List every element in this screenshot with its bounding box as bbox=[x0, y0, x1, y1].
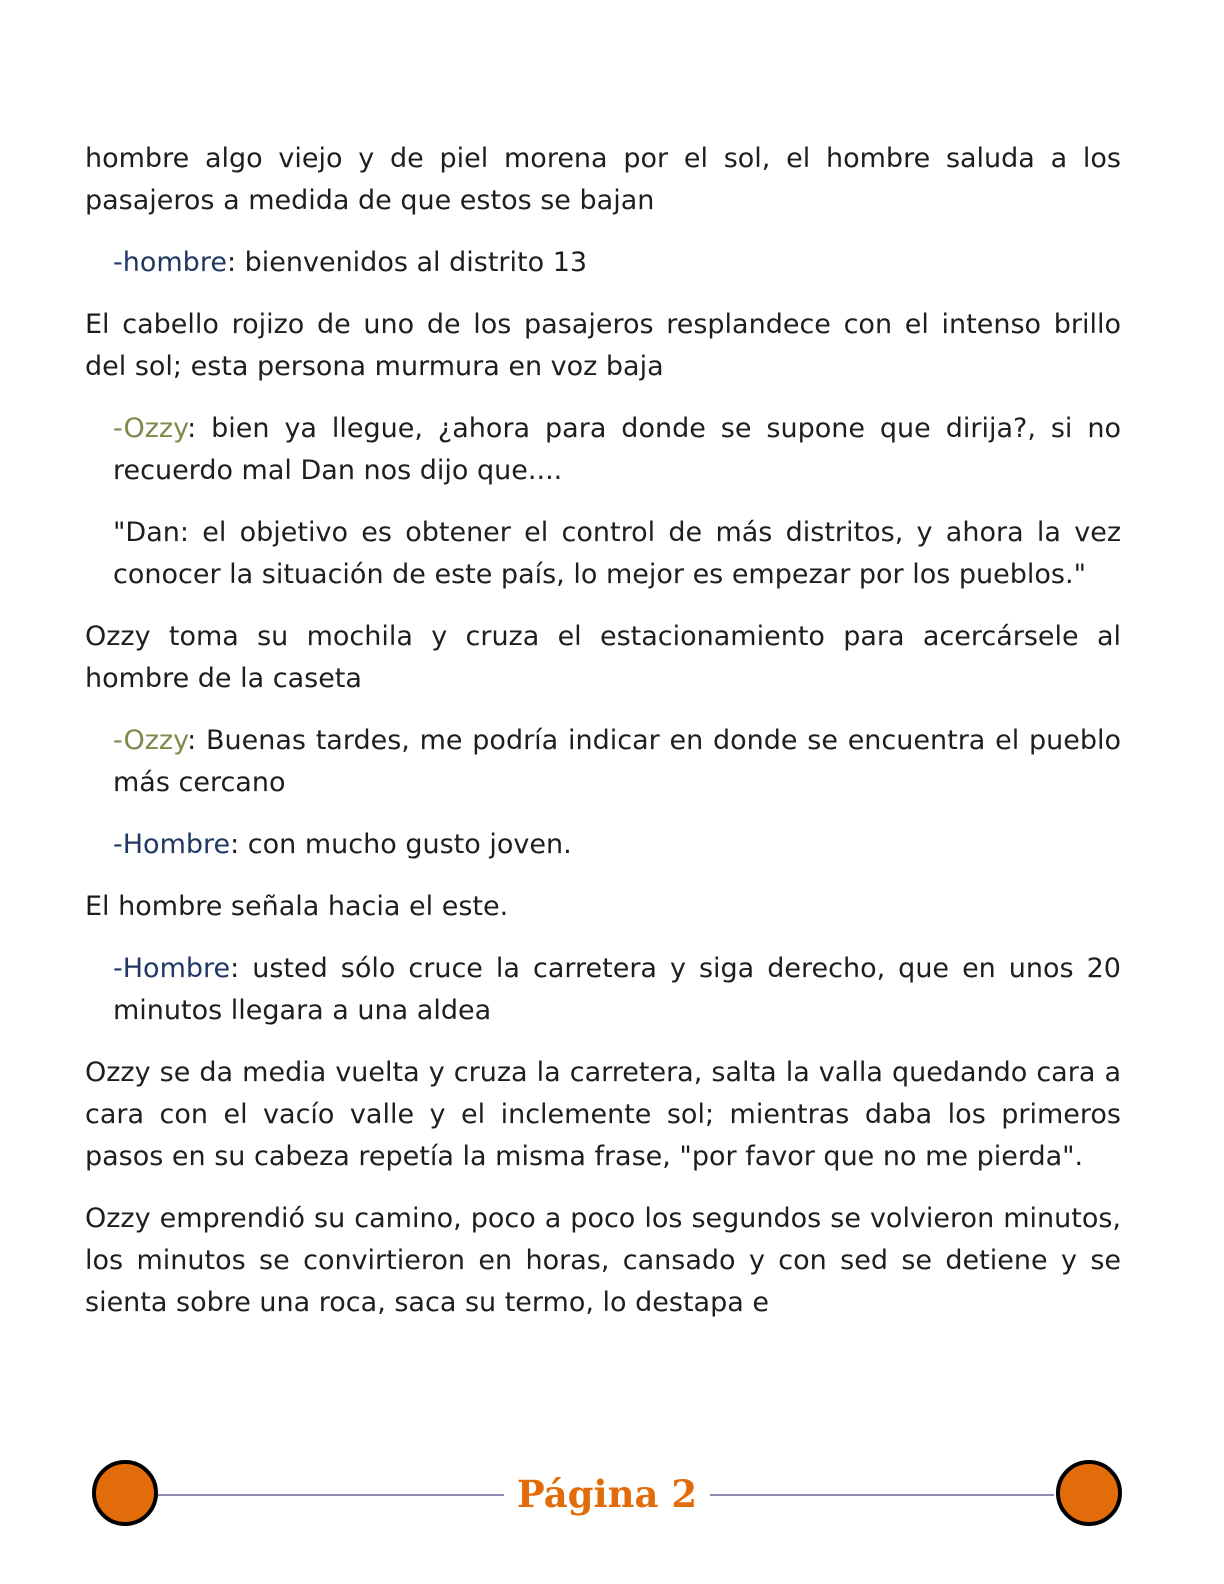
dialogue-text: : Buenas tardes, me podría indicar en donde se encuentra el pueblo más cercano bbox=[113, 725, 1121, 798]
speaker-name: -hombre bbox=[113, 247, 227, 278]
footer-circle-left bbox=[92, 1460, 158, 1526]
speaker-name: -Ozzy bbox=[113, 413, 188, 444]
dialogue-text: : bienvenidos al distrito 13 bbox=[226, 247, 588, 278]
footer-rule-right bbox=[710, 1494, 1054, 1496]
narration-paragraph: Ozzy se da media vuelta y cruza la carretera, salta la valla quedando cara a cara con el vacío valle y el inclemente sol; mientras daba los primeros pasos en su cabeza repetía la misma frase, "por favor que no me pierda". bbox=[85, 1057, 1121, 1172]
dialogue-text: : usted sólo cruce la carretera y siga derecho, que en unos 20 minutos llegara a una aldea bbox=[113, 953, 1121, 1026]
narration-paragraph: Ozzy toma su mochila y cruza el estacionamiento para acercársele al hombre de la caseta bbox=[85, 621, 1121, 694]
footer-rule-left bbox=[158, 1494, 504, 1496]
dialogue-line bbox=[85, 242, 1121, 284]
dialogue-text: : bien ya llegue, ¿ahora para donde se supone que dirija?, si no recuerdo mal Dan nos dijo que.... bbox=[113, 413, 1121, 486]
narration-paragraph: Ozzy emprendió su camino, poco a poco los segundos se volvieron minutos, los minutos se convirtieron en horas, cansado y con sed se detiene y se sienta sobre una roca, saca su termo, lo destapa e bbox=[85, 1203, 1121, 1318]
dialogue-text: : con mucho gusto joven. bbox=[230, 829, 572, 860]
dialogue-line bbox=[85, 948, 1121, 1032]
narration-paragraph: hombre algo viejo y de piel morena por el sol, el hombre saluda a los pasajeros a medida de que estos se bajan bbox=[85, 143, 1121, 216]
page-body bbox=[85, 138, 1121, 1344]
page-footer bbox=[0, 1460, 1224, 1530]
footer-circle-right bbox=[1056, 1460, 1122, 1526]
speaker-name: -Hombre bbox=[113, 829, 231, 860]
quoted-memory: "Dan: el objetivo es obtener el control de más distritos, y ahora la vez conocer la situación de este país, lo mejor es empezar por los pueblos." bbox=[113, 517, 1121, 590]
speaker-name: -Ozzy bbox=[113, 725, 188, 756]
dialogue-line bbox=[85, 720, 1121, 804]
narration-paragraph: El hombre señala hacia el este. bbox=[85, 891, 509, 922]
speaker-name: -Hombre bbox=[113, 953, 231, 984]
dialogue-line bbox=[85, 408, 1121, 492]
dialogue-line bbox=[85, 824, 1121, 866]
narration-paragraph: El cabello rojizo de uno de los pasajeros resplandece con el intenso brillo del sol; esta persona murmura en voz baja bbox=[85, 309, 1121, 382]
page-number-label: Página 2 bbox=[516, 1472, 698, 1516]
